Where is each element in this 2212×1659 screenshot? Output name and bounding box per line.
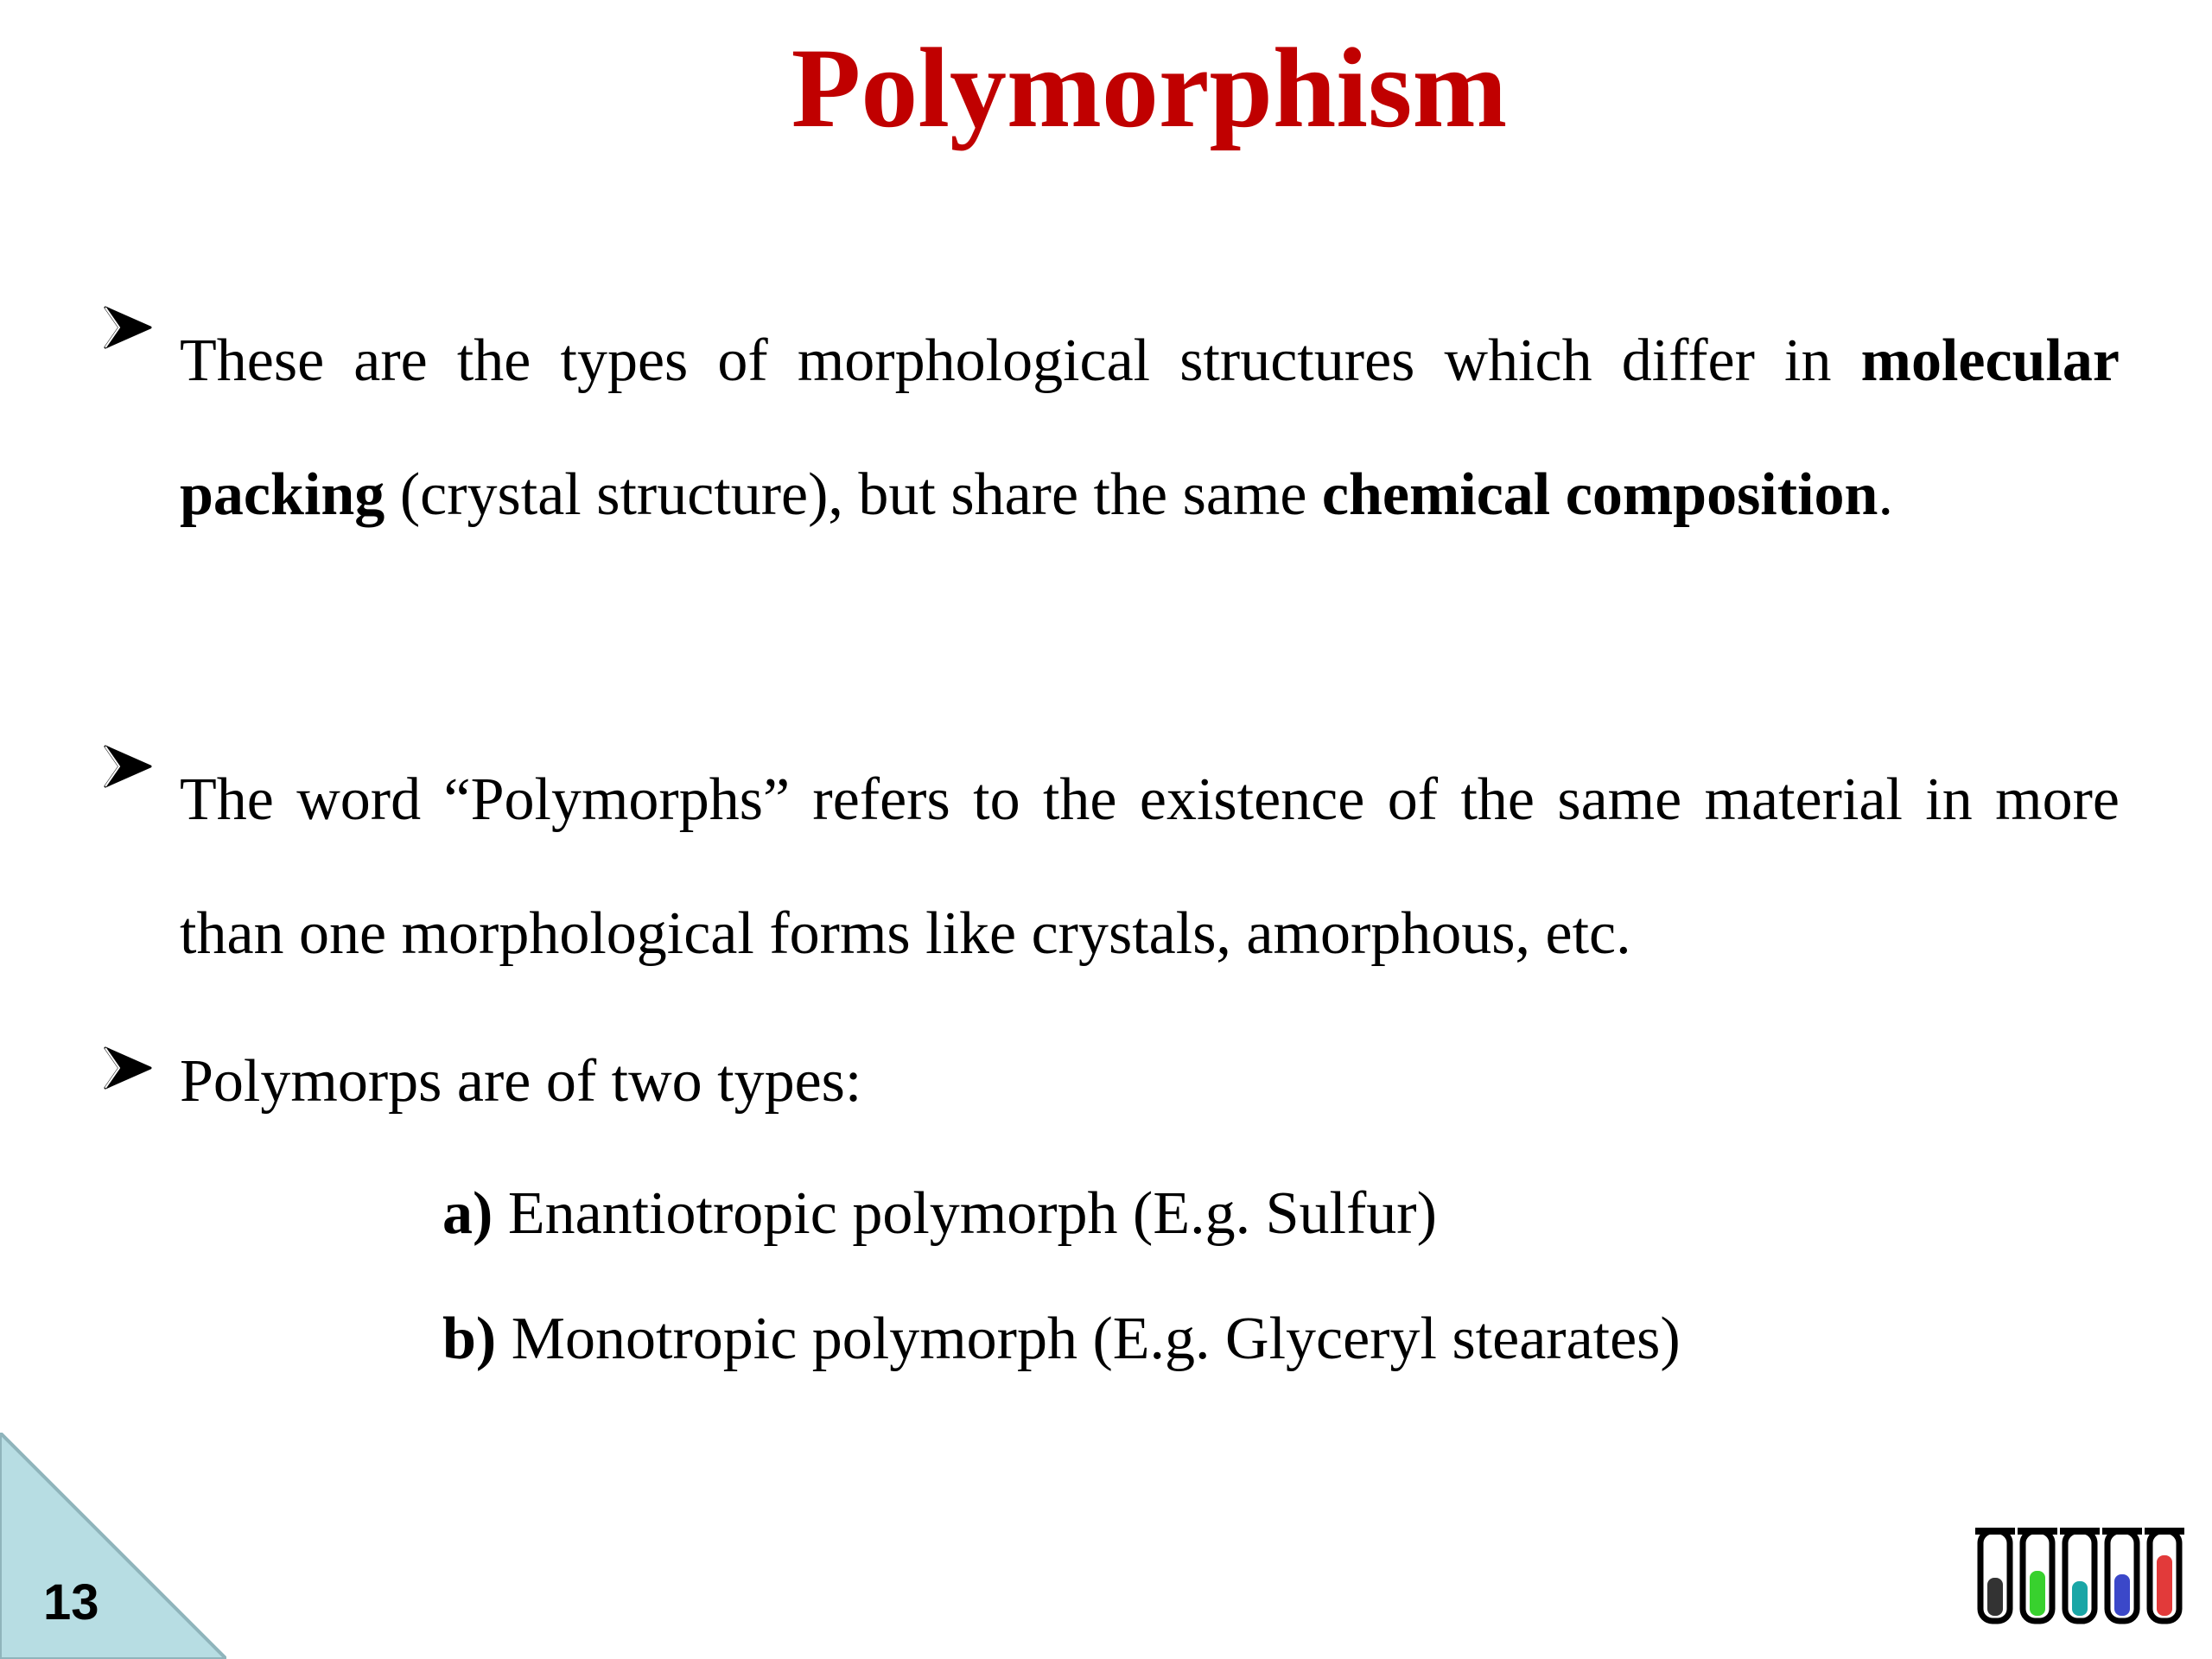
bold-term-chemical-composition: chemical composition <box>1321 461 1878 528</box>
arrowhead-bullet-icon <box>102 1041 156 1095</box>
test-tubes-icon <box>1975 1526 2191 1626</box>
bullet-item-1 <box>102 294 2120 562</box>
sub-item-marker: a) <box>442 1180 493 1247</box>
sub-item-text: Enantiotropic polymorph (E.g. Sulfur) <box>493 1180 1437 1247</box>
bullet-item-3 <box>102 1034 2120 1129</box>
bullet-text-part: These are the types of morphological structures which differ in <box>180 327 1861 394</box>
bold-term-molecular-packing: molecular packing <box>180 327 2120 528</box>
sub-item-text: Monotropic polymorph (E.g. Glyceryl stearates) <box>496 1306 1681 1372</box>
bullet-item-2 <box>102 733 2120 1001</box>
arrowhead-bullet-icon <box>102 740 156 793</box>
bullet-text: The word “Polymorphs” refers to the existence of the same material in more than one morphological forms like crystals, amorphous, etc. <box>180 766 2120 967</box>
bullet-text <box>180 294 2120 562</box>
sub-item-a <box>442 1171 1437 1257</box>
sub-item-b <box>442 1296 1681 1382</box>
arrowhead-bullet-icon <box>102 301 156 354</box>
sub-item-marker: b) <box>442 1306 497 1372</box>
slide-title: Polymorphism <box>791 24 1508 151</box>
bullet-text-part: (crystal structure), but share the same <box>385 461 1322 528</box>
bullet-text-part: . <box>1878 461 1893 528</box>
corner-triangle-decoration <box>0 1433 226 1659</box>
bullet-text: Polymorps are of two types: <box>180 1048 862 1115</box>
page-number: 13 <box>43 1574 99 1630</box>
